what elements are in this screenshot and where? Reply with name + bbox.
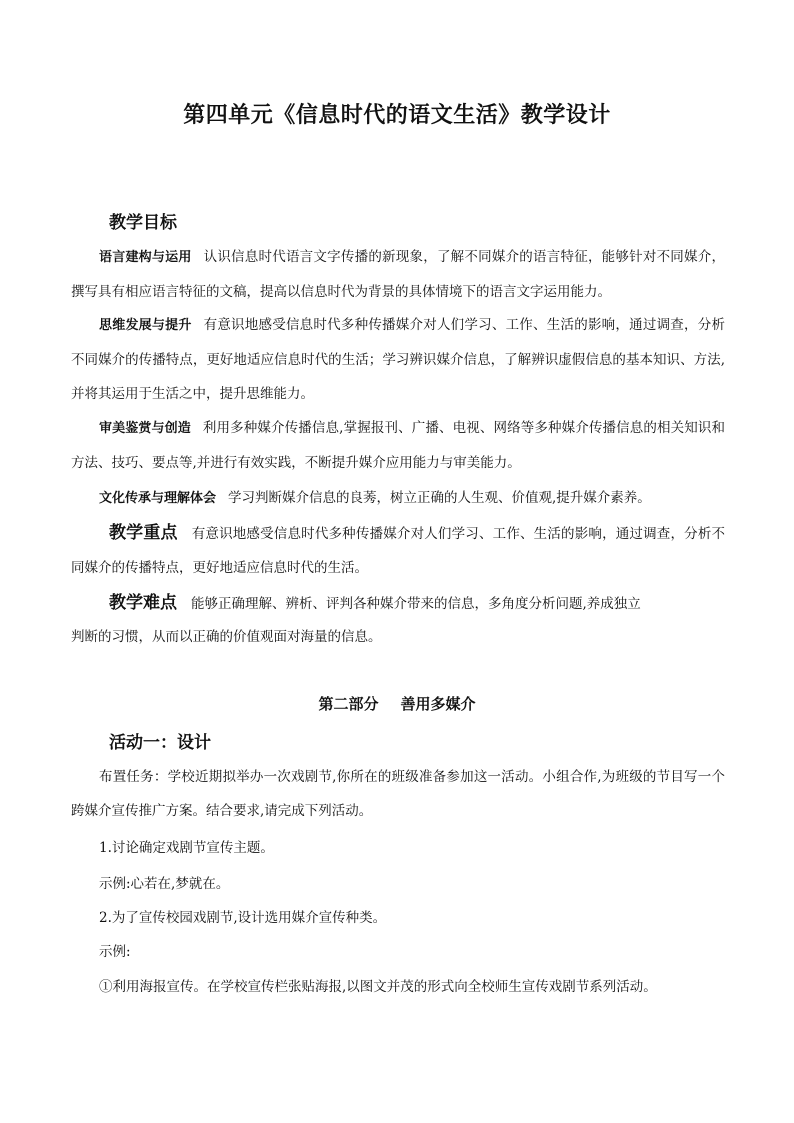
key-points-heading: 教学重点 bbox=[109, 523, 178, 543]
objective-text: 利用多种媒介传播信息,掌握报刊、广播、电视、网络等多种媒介传播信息的相关知识和方法、技巧、要点等,并进行有效实践，不断提升媒介应用能力与审美能力。 bbox=[71, 420, 725, 471]
objectives-heading: 教学目标 bbox=[109, 213, 177, 233]
objective-text: 认识信息时代语言文字传播的新现象，了解不同媒介的语言特征，能够针对不同媒介，撰写具有相应语言特征的文稿，提高以信息时代为背景的具体情境下的语言文字运用能力。 bbox=[71, 249, 725, 300]
key-points bbox=[71, 516, 725, 585]
objective-language bbox=[71, 240, 725, 309]
objective-culture bbox=[71, 481, 725, 516]
activity-example-2-label: 示例: bbox=[99, 944, 131, 960]
objective-text: 学习判断媒介信息的良莠，树立正确的人生观、价值观,提升媒介素养。 bbox=[228, 490, 651, 506]
activity-task: 布置任务：学校近期拟举办一次戏剧节,你所在的班级准备参加这一活动。小组合作,为班级的节目写一个跨媒介宣传推广方案。结合要求,请完成下列活动。 bbox=[71, 769, 725, 819]
objective-label: 思维发展与提升 bbox=[99, 318, 192, 333]
objective-aesthetic bbox=[71, 411, 725, 480]
difficulties bbox=[71, 586, 725, 621]
objective-label: 语言建构与运用 bbox=[99, 250, 192, 265]
difficulties-continued: 判断的习惯，从而以正确的价值观面对海量的信息。 bbox=[71, 629, 382, 645]
objective-thinking bbox=[71, 308, 725, 411]
activity-example-1: 示例:心若在,梦就在。 bbox=[99, 876, 230, 892]
activity-step-1: 1.讨论确定戏剧节宣传主题。 bbox=[99, 840, 274, 856]
objective-label: 文化传承与理解体会 bbox=[99, 491, 217, 506]
objective-text: 有意识地感受信息时代多种传播媒介对人们学习、工作、生活的影响，通过调查，分析不同媒介的传播特点，更好地适应信息时代的生活；学习辨识媒介信息，了解辨识虚假信息的基本知识、方法,并将其运用于生活之中，提升思维能力。 bbox=[71, 317, 725, 402]
key-points-text: 有意识地感受信息时代多种传播媒介对人们学习、工作、生活的影响，通过调查，分析不同媒介的传播特点，更好地适应信息时代的生活。 bbox=[71, 526, 726, 576]
activity-one-heading: 活动一：设计 bbox=[109, 733, 211, 753]
activity-example-2-item-1: ①利用海报宣传。在学校宣传栏张贴海报,以图文并茂的形式向全校师生宣传戏剧节系列活动。 bbox=[99, 979, 657, 995]
difficulties-heading: 教学难点 bbox=[109, 593, 177, 613]
part-two-label: 第二部分 bbox=[318, 695, 379, 713]
objective-label: 审美鉴赏与创造 bbox=[99, 421, 191, 436]
part-two-title bbox=[0, 693, 794, 714]
document-title: 第四单元《信息时代的语文生活》教学设计 bbox=[183, 102, 611, 128]
part-two-name: 善用多媒介 bbox=[400, 695, 476, 713]
activity-step-2: 2.为了宣传校园戏剧节,设计选用媒介宣传种类。 bbox=[99, 910, 387, 926]
difficulties-text: 能够正确理解、辨析、评判各种媒介带来的信息，多角度分析问题,养成独立 bbox=[191, 596, 641, 612]
